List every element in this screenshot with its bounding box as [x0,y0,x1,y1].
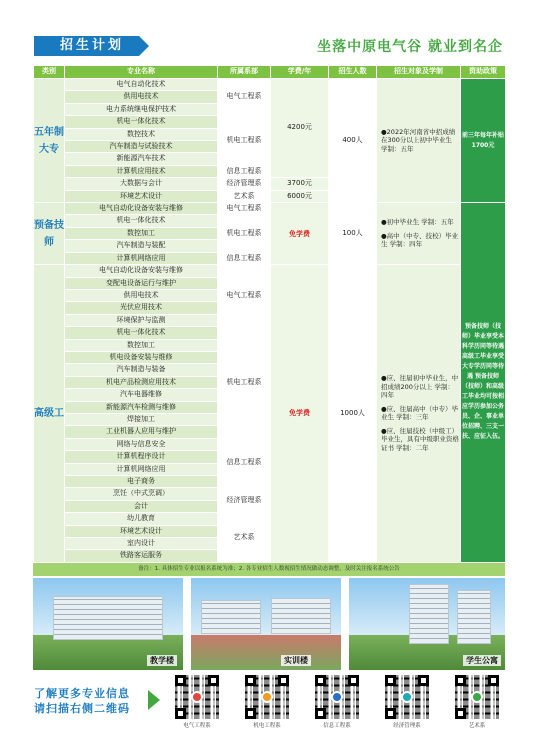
qr-logo-icon [471,691,483,703]
target-cell [377,203,461,265]
category-cell: 预备技师 [34,203,65,265]
qr-logo-icon [401,691,413,703]
count-cell: 400人 [329,79,377,203]
major-cell: 数控加工 [65,339,218,351]
major-cell: 变配电设备运行与维护 [65,277,218,289]
major-cell: 环境保护与监测 [65,314,218,326]
qr-code-econ[interactable] [385,675,429,729]
major-cell: 网络与信息安全 [65,438,218,450]
page-title: 招生计划 [34,36,139,56]
qr-caption: 艺术系 [468,723,486,729]
major-cell: 机电产品检测应用技术 [65,376,218,388]
dept-cell: 艺术系 [218,513,271,563]
building [409,584,449,644]
photo-label: 教学楼 [147,655,177,666]
count-cell: 1000人 [329,265,377,563]
photo-label: 学生公寓 [463,655,501,666]
qr-finder [245,675,256,686]
dept-cell: 信息工程系 [218,438,271,488]
building [53,596,163,640]
policy-cell: 预备技师（技师）毕业享受本科学历同等待遇 高级工毕业享受大专学历同等待遇 预备技师（技师）和高级工毕业均可按相应学历参加公务员、企、事业单位招聘、三支一扶、应征入伍。 [461,203,506,563]
major-cell: 铁路客运服务 [65,550,218,562]
qr-logo-icon [191,691,203,703]
dept-cell: 电气工程系 [218,79,271,116]
qr-finder [418,675,429,686]
dept-cell: 信息工程系 [218,165,271,177]
category-cell: 五年制大专 [34,79,65,203]
fee-cell: 免学费 [271,265,329,563]
dept-cell: 经济管理系 [218,488,271,513]
major-cell: 工业机器人应用与维护 [65,426,218,438]
target-line: ●应、往届高中（中专）毕业生 学制：三年 [381,404,459,422]
enrollment-table-wrap [33,65,505,574]
dept-cell: 机电工程系 [218,116,271,166]
qr-finder [455,675,466,686]
major-cell: 大数据与会计 [65,178,218,190]
dept-cell: 经济管理系 [218,178,271,190]
major-cell: 室内设计 [65,538,218,550]
qr-finder [278,675,289,686]
qr-finder [175,708,186,719]
major-cell: 数控技术 [65,128,218,140]
qr-prompt-line: 请扫描右侧二维码 [34,702,130,715]
target-line: ●初中毕业生 学制：五年 [381,218,454,227]
major-cell: 汽车制造与装备 [65,364,218,376]
major-cell: 环境艺术设计 [65,190,218,202]
col-header: 资助政策 [461,66,506,79]
photo-label: 实训楼 [281,655,311,666]
col-header: 招生人数 [329,66,377,79]
qr-finder [385,675,396,686]
photo-training-building [191,578,341,670]
footnote: 备注：1. 具体招生专业以报名系统为准；2. 各专业招生人数视招生情况做动态调整，及时关注报名系统公告 [33,563,505,576]
count-cell: 100人 [329,203,377,265]
qr-finder [488,675,499,686]
major-cell: 机电设备安装与维修 [65,351,218,363]
dept-cell: 电气工程系 [218,203,271,215]
major-cell: 汽车制造与装配 [65,240,218,252]
major-cell: 电气自动化设备安装与维修 [65,203,218,215]
category-cell: 高级工 [34,265,65,563]
target-cell: ●2022年河南省中招成绩在300分以上初中毕业生 学制：五年 [377,79,461,203]
major-cell: 会计 [65,500,218,512]
qr-code-image [455,675,499,719]
major-cell: 供用电技术 [65,289,218,301]
qr-finder [315,708,326,719]
major-cell: 计算机网络应用 [65,463,218,475]
major-cell: 电气自动化设备安装与维修 [65,265,218,277]
major-cell: 电气自动化技术 [65,79,218,91]
qr-code-electrical[interactable] [175,675,219,729]
building [271,598,331,634]
target-line: ●应、往届技校（中级工）毕业生，具有中级职业资格证书 学制：二年 [381,426,459,452]
fee-cell: 免学费 [271,203,329,265]
table-row [34,79,506,91]
qr-caption: 信息工程系 [323,723,351,729]
table-row [34,265,506,277]
major-cell: 新能源汽车技术 [65,153,218,165]
major-cell: 新能源汽车检测与维修 [65,401,218,413]
major-cell: 汽车制造与试验技术 [65,141,218,153]
fee-cell: 4200元 [271,79,329,178]
plaza [191,635,341,670]
major-cell: 幼儿教育 [65,513,218,525]
col-header: 学费/年 [271,66,329,79]
major-cell: 电力系统继电保护技术 [65,103,218,115]
table-row [34,203,506,215]
qr-code-image [245,675,289,719]
qr-caption: 机电工程系 [253,723,281,729]
building [457,590,491,644]
major-cell: 焊接加工 [65,413,218,425]
enrollment-table [33,65,506,563]
dept-cell: 机电工程系 [218,215,271,252]
qr-finder [315,675,326,686]
qr-logo-icon [331,691,343,703]
qr-code-mechatronics[interactable] [245,675,289,729]
target-line: ●应、往届初中毕业生，中招成绩200分以上 学制：四年 [381,374,459,400]
qr-finder [175,675,186,686]
qr-caption: 电气工程系 [183,723,211,729]
major-cell: 计算机应用技术 [65,165,218,177]
qr-code-image [385,675,429,719]
qr-logo-icon [261,691,273,703]
qr-finder [348,675,359,686]
col-header: 招生对象及学制 [377,66,461,79]
qr-code-info[interactable] [315,675,359,729]
col-header: 专业名称 [65,66,218,79]
target-cell [377,265,461,563]
campus-photos [33,578,505,670]
header-band [0,0,549,66]
col-header: 类别 [34,66,65,79]
slogan: 坐落中原电气谷 就业到名企 [317,39,503,55]
qr-finder [208,675,219,686]
qr-caption: 经济管理系 [393,723,421,729]
qr-code-art[interactable] [455,675,499,729]
major-cell: 机电一体化技术 [65,327,218,339]
col-header: 所属系部 [218,66,271,79]
major-cell: 光伏应用技术 [65,302,218,314]
target-line: ●高中（中专、技校）毕业生 学制：四年 [381,231,459,249]
major-cell: 计算机网络应用 [65,252,218,264]
photo-teaching-building [33,578,183,670]
qr-code-image [315,675,359,719]
qr-finder [245,708,256,719]
major-cell: 烹饪（中式烹调） [65,488,218,500]
major-cell: 机电一体化技术 [65,215,218,227]
qr-prompt [34,686,130,716]
major-cell: 环境艺术设计 [65,525,218,537]
qr-code-image [175,675,219,719]
major-cell: 计算机程序设计 [65,451,218,463]
arrow-right-icon [148,690,160,710]
table-header-row [34,66,506,79]
major-cell: 数控加工 [65,227,218,239]
dept-cell: 信息工程系 [218,252,271,264]
major-cell: 供用电技术 [65,91,218,103]
qr-prompt-line: 了解更多专业信息 [34,687,130,700]
fee-cell: 3700元 [271,178,329,190]
major-cell: 机电一体化技术 [65,116,218,128]
dept-cell: 电气工程系 [218,265,271,327]
major-cell: 汽车电器维修 [65,389,218,401]
policy-cell: 前三年每年补贴1700元 [461,79,506,203]
photo-dormitory [349,578,505,670]
qr-finder [455,708,466,719]
major-cell: 电子商务 [65,476,218,488]
fee-cell: 6000元 [271,190,329,202]
dept-cell: 艺术系 [218,190,271,202]
building [201,600,261,634]
qr-finder [385,708,396,719]
dept-cell: 机电工程系 [218,327,271,439]
